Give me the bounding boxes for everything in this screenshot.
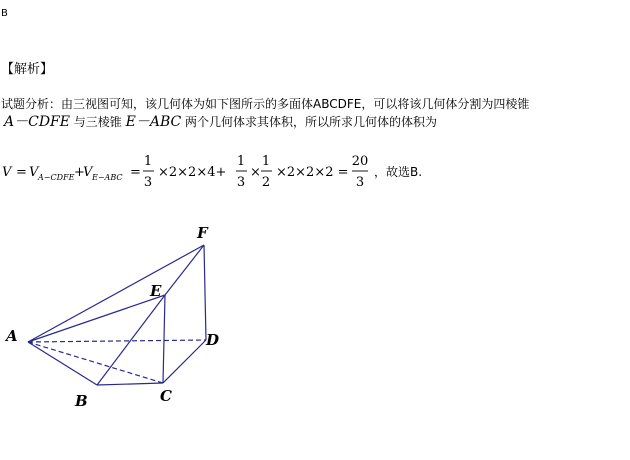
formula-svg xyxy=(2,150,462,192)
fraction-4-num: 20 xyxy=(351,154,369,169)
fraction-4-den: 3 xyxy=(355,175,365,190)
edge-af xyxy=(28,245,204,342)
edge-ef xyxy=(165,245,204,295)
fraction-2-den: 3 xyxy=(236,175,246,190)
vertex-label-d: D xyxy=(206,331,220,349)
volume-formula xyxy=(2,150,462,192)
formula-times: × xyxy=(250,165,261,180)
formula-equals: = xyxy=(16,165,27,180)
polyhedron-figure xyxy=(0,215,260,415)
vertex-label-a: A xyxy=(6,327,18,345)
formula-v1-sub: A−CDFE xyxy=(38,173,75,182)
formula-equals-2: = xyxy=(130,165,141,180)
formula-plus: + xyxy=(74,165,85,180)
fraction-3-den: 2 xyxy=(261,175,271,190)
term-1-tail: ×2×2×4+ xyxy=(158,165,227,180)
pyramid-a-cdfe: A－CDFE xyxy=(4,114,70,130)
edge-bc xyxy=(97,383,163,385)
analysis-line-2-tail: 两个几何体求其体积，所以所求几何体的体积为 xyxy=(181,115,438,129)
edge-cd xyxy=(163,340,206,383)
fraction-1-den: 3 xyxy=(143,175,153,190)
edge-df xyxy=(204,245,206,340)
edge-ac-hidden xyxy=(28,342,163,383)
vertex-label-f: F xyxy=(197,224,208,242)
formula-v2: V xyxy=(83,165,93,180)
section-heading: 【解析】 xyxy=(1,62,54,77)
fraction-3-num: 1 xyxy=(261,154,271,169)
edge-ce xyxy=(163,295,165,383)
formula-v: V xyxy=(2,165,12,180)
formula-v1: V xyxy=(29,165,39,180)
fraction-1-num: 1 xyxy=(143,154,153,169)
edge-ab xyxy=(28,342,97,385)
answer-letter: B xyxy=(1,8,8,19)
edge-ae xyxy=(28,295,165,342)
analysis-line-1: 试题分析：由三视图可知，该几何体为如下图所示的多面体ABCDFE，可以将该几何体分割为四棱锥 xyxy=(1,97,530,111)
term-2-tail: ×2×2×2 = xyxy=(276,165,349,180)
analysis-line-2 xyxy=(4,111,437,131)
edge-be xyxy=(97,295,165,385)
joiner-text: 与三棱锥 xyxy=(69,115,126,129)
vertex-label-e: E xyxy=(150,282,162,300)
edge-ad-hidden xyxy=(28,340,206,342)
formula-conclusion: ，故选B. xyxy=(374,165,423,179)
vertex-label-b: B xyxy=(75,392,88,410)
pyramid-e-abc: E－ABC xyxy=(125,114,182,130)
vertex-label-c: C xyxy=(160,387,172,405)
fraction-2-num: 1 xyxy=(236,154,246,169)
formula-v2-sub: E−ABC xyxy=(92,173,123,182)
polyhedron-svg xyxy=(0,215,260,415)
